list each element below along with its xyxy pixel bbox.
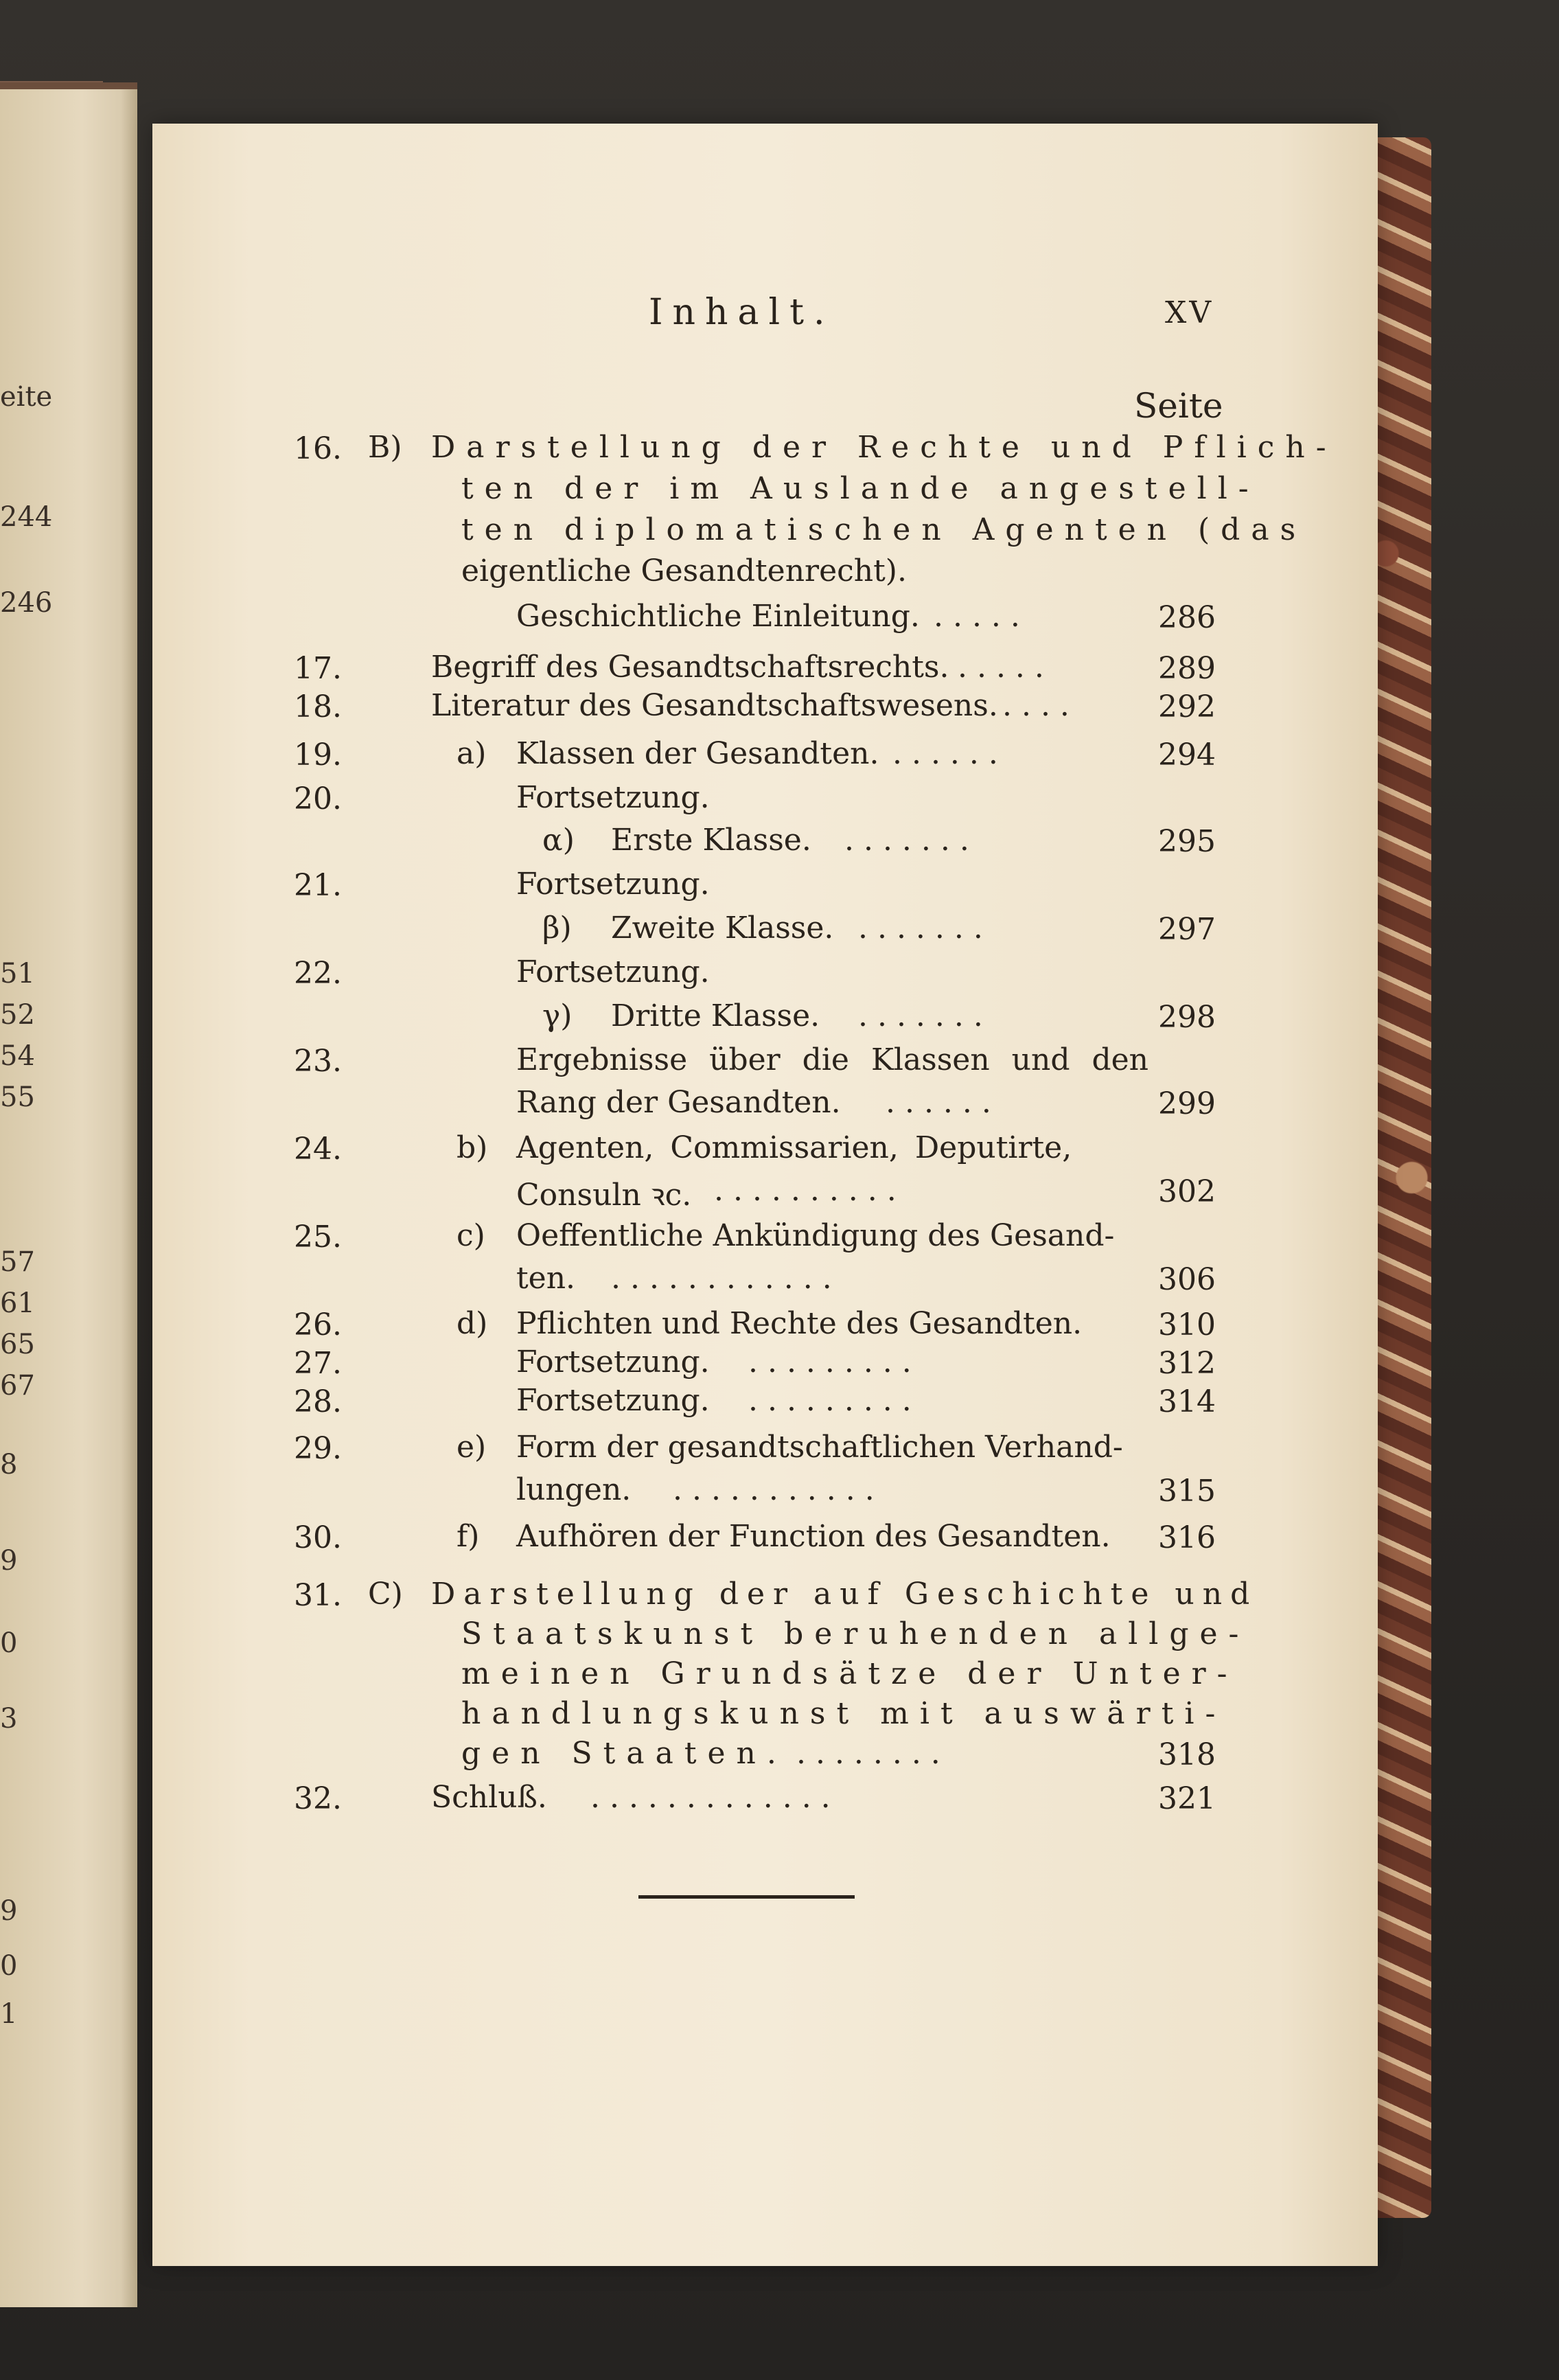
dot-leader: . . . . . . — [886, 1085, 991, 1120]
toc-entry — [0, 1257, 1559, 1302]
entry-text: Schluß. — [431, 1780, 547, 1815]
entry-page: 318 — [1158, 1737, 1216, 1772]
entry-text: Ergebnisse über die Klassen und den — [516, 1042, 1149, 1077]
dot-leader: . . . . — [1002, 688, 1070, 723]
entry-text: Dritte Klasse. — [611, 998, 820, 1033]
entry-label: B) — [368, 430, 402, 465]
entry-page: 315 — [1158, 1474, 1216, 1509]
toc-entry — [0, 732, 1559, 777]
dot-leader: . . . . . . . — [858, 998, 983, 1033]
toc-entry-continuation — [0, 1652, 1559, 1697]
entry-text: Agenten, Commissarien, Deputirte, — [516, 1130, 1072, 1165]
entry-text: Consuln ꝛc. — [516, 1178, 692, 1213]
dot-leader: . . . . . . . — [858, 911, 983, 946]
entry-label: e) — [457, 1430, 487, 1465]
entry-page: 292 — [1158, 689, 1216, 724]
toc-entry — [0, 1169, 1559, 1214]
toc-entry-continuation — [0, 549, 1559, 595]
entry-number: 21. — [294, 868, 342, 903]
entry-label: c) — [457, 1218, 485, 1253]
entry-text: Darstellung der auf Geschichte und — [431, 1577, 1258, 1612]
entry-text: Form der gesandtschaftlichen Verhand- — [516, 1430, 1123, 1465]
entry-number: 16. — [294, 431, 342, 466]
margin-text: 9 — [0, 1895, 18, 1927]
dot-leader: . . . . . . . . . — [748, 1345, 912, 1380]
entry-number: 18. — [294, 689, 342, 724]
margin-text: 0 — [0, 1627, 18, 1659]
dot-leader: . . . . . . . . . . . . . — [590, 1780, 831, 1815]
margin-text: 246 — [0, 587, 53, 619]
toc-entry — [0, 1379, 1559, 1424]
entry-label: f) — [457, 1519, 480, 1554]
entry-number: 22. — [294, 956, 342, 991]
entry-page: 297 — [1158, 912, 1216, 947]
margin-text: 65 — [0, 1329, 35, 1360]
toc-entry — [0, 426, 1559, 471]
entry-page: 295 — [1158, 824, 1216, 859]
entry-text: Literatur des Gesandtschaftswesens. — [431, 688, 998, 723]
toc-entry — [0, 1468, 1559, 1513]
entry-text: Zweite Klasse. — [611, 911, 834, 946]
entry-label: a) — [457, 736, 487, 771]
dot-leader: . . . . . — [958, 650, 1044, 685]
page-number-roman: XV — [1165, 295, 1214, 330]
toc-entry — [0, 1214, 1559, 1259]
entry-page: 302 — [1158, 1174, 1216, 1209]
dot-leader: . . . . . . — [892, 736, 998, 771]
entry-text: Rang der Gesandten. — [516, 1085, 841, 1120]
entry-number: 20. — [294, 781, 342, 816]
entry-text: Klassen der Gesandten. — [516, 736, 879, 771]
margin-text: 8 — [0, 1449, 18, 1480]
entry-text: Oeffentliche Ankündigung des Gesand- — [516, 1218, 1115, 1253]
toc-entry-continuation — [0, 1692, 1559, 1737]
entry-number: 30. — [294, 1520, 342, 1555]
entry-page: 286 — [1158, 600, 1216, 635]
entry-text: Geschichtliche Einleitung. — [516, 599, 920, 634]
entry-number: 23. — [294, 1044, 342, 1079]
entry-page: 312 — [1158, 1346, 1216, 1381]
entry-number: 17. — [294, 651, 342, 686]
toc-entry — [0, 684, 1559, 729]
margin-text: 54 — [0, 1040, 35, 1072]
dot-leader: . . . . . . . . . — [748, 1383, 912, 1418]
toc-entry — [0, 1515, 1559, 1560]
entry-text: Begriff des Gesandtschaftsrechts. — [431, 650, 949, 685]
toc-entry — [0, 1038, 1559, 1084]
margin-text: 51 — [0, 958, 35, 989]
entry-number: 28. — [294, 1384, 342, 1419]
entry-number: 19. — [294, 737, 342, 773]
toc-entry — [0, 994, 1559, 1040]
toc-entry — [0, 862, 1559, 908]
entry-text: ten diplomatischen Agenten (das — [461, 512, 1307, 547]
entry-label: α) — [542, 823, 575, 858]
toc-entry — [0, 1081, 1559, 1126]
toc-entry — [0, 1572, 1559, 1618]
toc-entry — [0, 776, 1559, 821]
seite-column-heading: Seite — [1134, 386, 1223, 426]
entry-number: 27. — [294, 1346, 342, 1381]
entry-text: ten der im Auslande angestell- — [461, 471, 1260, 506]
toc-entry — [0, 1426, 1559, 1471]
margin-text: 61 — [0, 1288, 35, 1319]
entry-page: 306 — [1158, 1262, 1216, 1297]
margin-text: eite — [0, 381, 53, 413]
toc-entry — [0, 950, 1559, 996]
toc-entry-continuation — [0, 1732, 1559, 1777]
entry-page: 289 — [1158, 651, 1216, 686]
dot-leader: . . . . . . . . . . . . — [611, 1261, 832, 1296]
entry-text: Fortsetzung. — [516, 954, 710, 989]
dot-leader: . . . . . . . — [844, 823, 969, 858]
toc-entry-continuation — [0, 1612, 1559, 1658]
closing-rule — [638, 1895, 855, 1899]
entry-text: Pflichten und Rechte des Gesandten. — [516, 1306, 1083, 1341]
entry-text: Fortsetzung. — [516, 780, 710, 815]
running-title: Inhalt. — [649, 292, 835, 333]
entry-text: ten. — [516, 1261, 576, 1296]
entry-text: Fortsetzung. — [516, 1383, 710, 1418]
margin-text: 55 — [0, 1082, 35, 1113]
entry-page: 321 — [1158, 1781, 1216, 1816]
entry-page: 298 — [1158, 1000, 1216, 1035]
entry-text: gen Staaten. — [461, 1736, 787, 1771]
toc-entry — [0, 906, 1559, 952]
entry-label: γ) — [542, 998, 573, 1033]
dot-leader: . . . . . . . . . . — [714, 1173, 897, 1208]
margin-text: 57 — [0, 1246, 35, 1278]
toc-entry — [0, 1776, 1559, 1821]
entry-text: Fortsetzung. — [516, 1345, 710, 1380]
margin-text: 9 — [0, 1545, 18, 1577]
margin-text: 244 — [0, 501, 53, 533]
entry-label: b) — [457, 1130, 488, 1165]
entry-number: 26. — [294, 1307, 342, 1342]
entry-text: meinen Grundsätze der Unter- — [461, 1656, 1238, 1691]
entry-label: d) — [457, 1306, 488, 1341]
entry-number: 24. — [294, 1132, 342, 1167]
margin-text: 67 — [0, 1370, 35, 1401]
entry-page: 314 — [1158, 1384, 1216, 1419]
entry-number: 25. — [294, 1220, 342, 1255]
entry-label: C) — [368, 1577, 403, 1612]
toc-entry-continuation — [0, 467, 1559, 512]
entry-number: 29. — [294, 1431, 342, 1466]
entry-page: 310 — [1158, 1307, 1216, 1342]
entry-text: Erste Klasse. — [611, 823, 811, 858]
toc-entry-continuation — [0, 508, 1559, 553]
margin-text: 0 — [0, 1950, 18, 1982]
margin-text: 1 — [0, 1998, 18, 2030]
toc-entry — [0, 1126, 1559, 1171]
entry-text: lungen. — [516, 1472, 632, 1507]
entry-number: 32. — [294, 1781, 342, 1816]
dot-leader: . . . . . — [934, 599, 1020, 634]
entry-text: eigentliche Gesandtenrecht). — [461, 553, 907, 588]
dot-leader: . . . . . . . . — [796, 1736, 940, 1771]
entry-page: 299 — [1158, 1086, 1216, 1121]
margin-text: 3 — [0, 1703, 18, 1735]
entry-number: 31. — [294, 1578, 342, 1613]
toc-entry — [0, 595, 1559, 640]
entry-label: β) — [542, 911, 572, 946]
dot-leader: . . . . . . . . . . . — [673, 1472, 875, 1507]
entry-page: 294 — [1158, 737, 1216, 773]
entry-text: Aufhören der Function des Gesandten. — [516, 1519, 1111, 1554]
entry-text: Staatskunst beruhenden allge- — [461, 1616, 1250, 1651]
entry-text: Fortsetzung. — [516, 867, 710, 902]
entry-page: 316 — [1158, 1520, 1216, 1555]
margin-text: 52 — [0, 999, 35, 1031]
entry-text: handlungskunst mit auswärti- — [461, 1696, 1227, 1731]
entry-text: Darstellung der Rechte und Pflich- — [431, 430, 1337, 465]
toc-entry — [0, 819, 1559, 864]
